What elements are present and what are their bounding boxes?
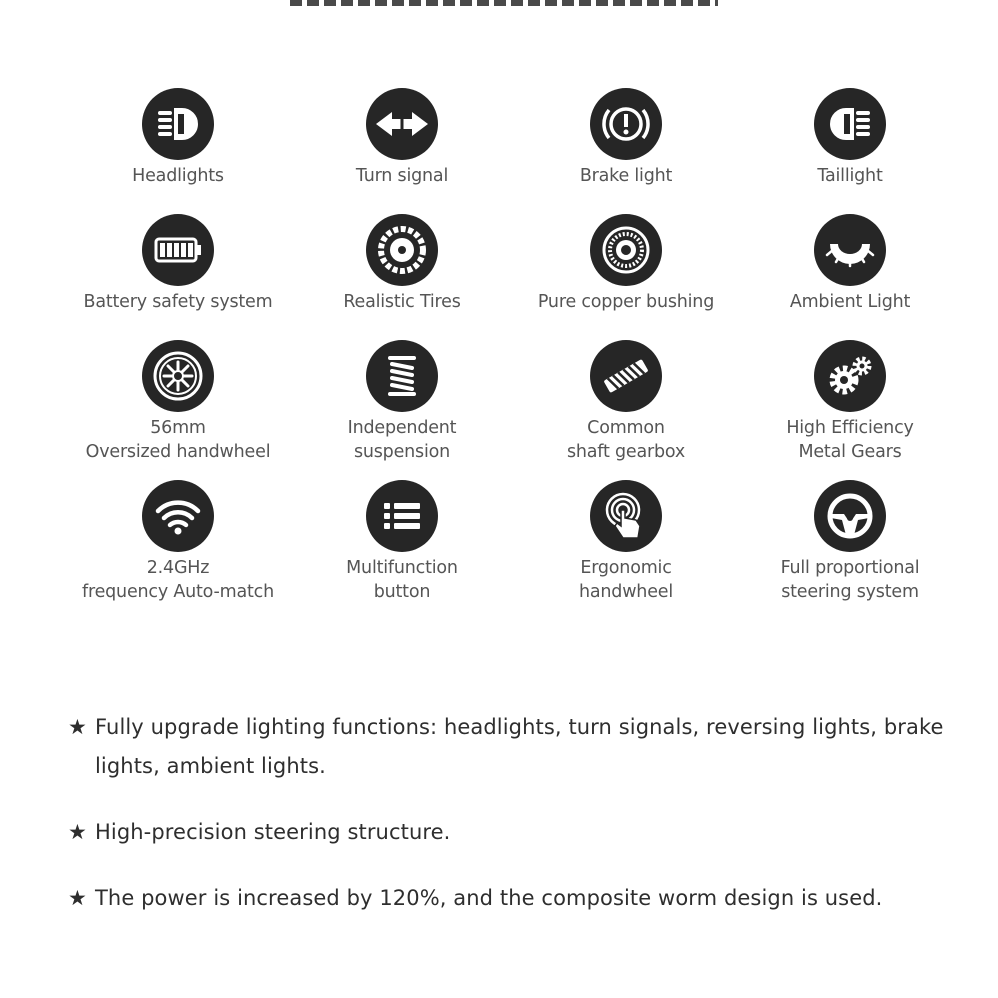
feature-label: Common shaft gearbox xyxy=(566,418,686,462)
turn-signal-icon xyxy=(366,88,438,160)
bullet-text: Fully upgrade lighting functions: headlights, turn signals, reversing lights, brake lights, ambient lights. xyxy=(95,715,944,778)
feature-label: 2.4GHz frequency Auto-match xyxy=(82,558,274,602)
suspension-spring-icon xyxy=(366,340,438,412)
headlight-icon xyxy=(142,88,214,160)
feature-label: 56mm Oversized handwheel xyxy=(85,418,271,462)
feature-label: Battery safety system xyxy=(83,292,273,312)
feature-bushing xyxy=(514,214,738,340)
handwheel-icon xyxy=(142,340,214,412)
feature-taillight xyxy=(738,88,962,214)
bullet-item xyxy=(68,879,948,918)
wifi-icon xyxy=(142,480,214,552)
menu-list-icon xyxy=(366,480,438,552)
feature-label: Ergonomic handwheel xyxy=(578,558,673,602)
bullet-text: The power is increased by 120%, and the composite worm design is used. xyxy=(95,886,883,910)
feature-multifunction-button xyxy=(290,480,514,620)
feature-handwheel xyxy=(66,340,290,480)
feature-bullet-list xyxy=(68,708,948,918)
steering-wheel-icon xyxy=(814,480,886,552)
star-icon: ★ xyxy=(68,715,87,739)
battery-icon xyxy=(142,214,214,286)
taillight-icon xyxy=(814,88,886,160)
ambient-light-icon xyxy=(814,214,886,286)
feature-metal-gears xyxy=(738,340,962,480)
feature-gearbox xyxy=(514,340,738,480)
bullet-item xyxy=(68,813,948,852)
feature-label: Pure copper bushing xyxy=(537,292,715,312)
star-icon: ★ xyxy=(68,820,87,844)
feature-label: Brake light xyxy=(579,166,673,186)
feature-label: Independent suspension xyxy=(347,418,457,462)
feature-frequency xyxy=(66,480,290,620)
top-decorative-stripe xyxy=(290,0,718,6)
feature-ergonomic xyxy=(514,480,738,620)
feature-tires xyxy=(290,214,514,340)
feature-battery xyxy=(66,214,290,340)
feature-brake-light xyxy=(514,88,738,214)
feature-label: Turn signal xyxy=(355,166,449,186)
feature-steering-system xyxy=(738,480,962,620)
feature-grid xyxy=(66,88,962,620)
bullet-item xyxy=(68,708,948,786)
feature-label: Taillight xyxy=(817,166,883,186)
feature-label: Full proportional steering system xyxy=(780,558,920,602)
feature-label: Multifunction button xyxy=(346,558,458,602)
feature-headlights xyxy=(66,88,290,214)
feature-label: High Efficiency Metal Gears xyxy=(786,418,914,462)
feature-ambient-light xyxy=(738,214,962,340)
tire-icon xyxy=(366,214,438,286)
brake-light-icon xyxy=(590,88,662,160)
feature-label: Headlights xyxy=(132,166,224,186)
bullet-text: High-precision steering structure. xyxy=(95,820,451,844)
star-icon: ★ xyxy=(68,886,87,910)
feature-label: Ambient Light xyxy=(789,292,911,312)
bushing-icon xyxy=(590,214,662,286)
gearbox-shaft-icon xyxy=(590,340,662,412)
feature-turn-signal xyxy=(290,88,514,214)
gears-icon xyxy=(814,340,886,412)
feature-label: Realistic Tires xyxy=(343,292,461,312)
touch-hand-icon xyxy=(590,480,662,552)
feature-suspension xyxy=(290,340,514,480)
